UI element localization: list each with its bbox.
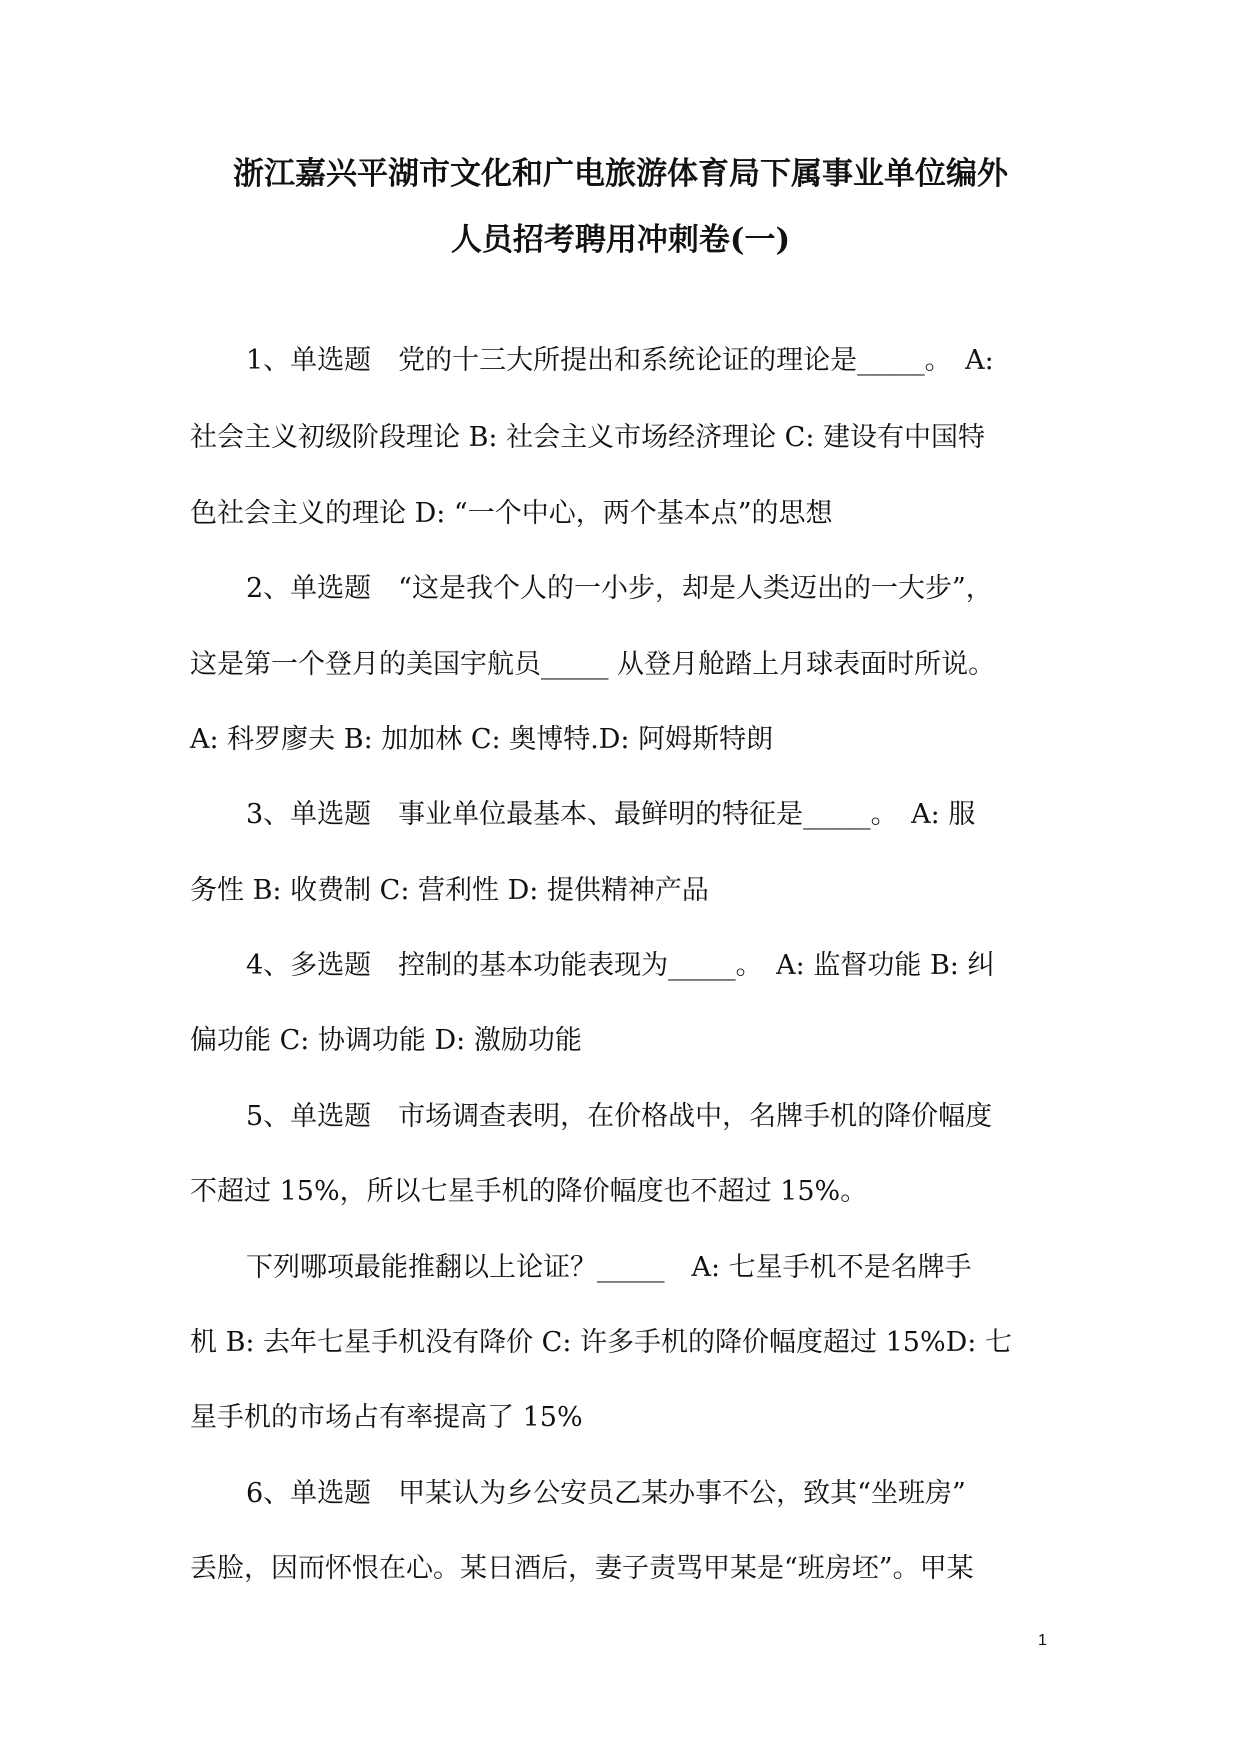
question-3-line-1: 3、单选题 事业单位最基本、最鲜明的特征是_____。 A: 服 [246,799,976,830]
question-4-line-2: 偏功能 C: 协调功能 D: 激励功能 [190,1025,582,1056]
page-number: 1 [1038,1632,1047,1649]
question-2-line-1: 2、单选题 “这是我个人的一小步，却是人类迈出的一大步”， [246,573,993,604]
question-1-line-2: 社会主义初级阶段理论 B: 社会主义市场经济理论 C: 建设有中国特 [190,422,986,453]
question-1-line-3: 色社会主义的理论 D: “一个中心，两个基本点”的思想 [190,498,833,529]
title-line-2: 人员招考聘用冲刺卷(一) [450,222,791,258]
question-2-line-2: 这是第一个登月的美国宇航员_____ 从登月舱踏上月球表面时所说。 [190,649,996,680]
question-3-line-2: 务性 B: 收费制 C: 营利性 D: 提供精神产品 [190,875,709,906]
question-5-line-3: 下列哪项最能推翻以上论证？_____ A: 七星手机不是名牌手 [246,1252,972,1283]
question-5-line-1: 5、单选题 市场调查表明，在价格战中，名牌手机的降价幅度 [246,1101,993,1132]
question-5-line-4: 机 B: 去年七星手机没有降价 C: 许多手机的降价幅度超过 15%D: 七 [190,1327,1012,1358]
question-6-line-2: 丢脸，因而怀恨在心。某日酒后，妻子责骂甲某是“班房坯”。甲某 [190,1553,974,1584]
question-5-line-5: 星手机的市场占有率提高了 15% [190,1402,583,1433]
question-4-line-1: 4、多选题 控制的基本功能表现为_____。 A: 监督功能 B: 纠 [246,950,995,981]
question-5-line-2: 不超过 15%，所以七星手机的降价幅度也不超过 15%。 [190,1176,868,1207]
question-1-line-1: 1、单选题 党的十三大所提出和系统论证的理论是_____。 A: [246,345,994,376]
title-line-1: 浙江嘉兴平湖市文化和广电旅游体育局下属事业单位编外 [233,156,1008,192]
question-6-line-1: 6、单选题 甲某认为乡公安员乙某办事不公，致其“坐班房” [246,1478,966,1509]
question-2-line-3: A: 科罗廖夫 B: 加加林 C: 奥博特.D: 阿姆斯特朗 [190,724,774,755]
